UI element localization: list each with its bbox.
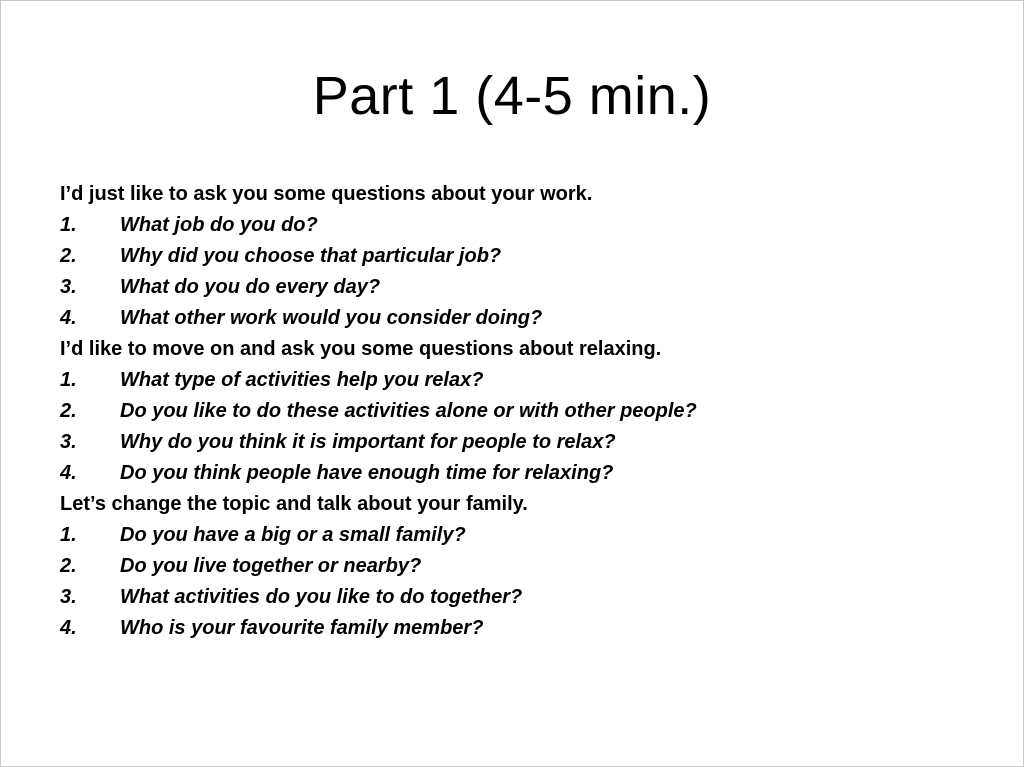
question-item	[60, 210, 1000, 241]
question-number: 1.	[60, 524, 77, 546]
question-number: 4.	[60, 307, 77, 329]
question-item	[60, 582, 1000, 613]
section-intro: I’d just like to ask you some questions about your work.	[60, 183, 593, 205]
question-number: 3.	[60, 431, 77, 453]
question-text: What type of activities help you relax?	[120, 369, 484, 391]
question-text: Who is your favourite family member?	[120, 617, 484, 639]
question-item	[60, 272, 1000, 303]
question-item	[60, 551, 1000, 582]
question-item	[60, 365, 1000, 396]
slide-title: Part 1 (4-5 min.)	[312, 66, 712, 126]
question-number: 2.	[60, 400, 77, 422]
question-number: 4.	[60, 462, 77, 484]
question-number: 3.	[60, 276, 77, 298]
question-item	[60, 613, 1000, 644]
question-text: Do you have a big or a small family?	[120, 524, 466, 546]
question-number: 2.	[60, 245, 77, 267]
question-text: Why did you choose that particular job?	[120, 245, 502, 267]
question-number: 2.	[60, 555, 77, 577]
question-item	[60, 303, 1000, 334]
section-intro: Let’s change the topic and talk about your family.	[60, 493, 528, 515]
section-intro: I’d like to move on and ask you some questions about relaxing.	[60, 338, 662, 360]
question-number: 4.	[60, 617, 77, 639]
question-item	[60, 241, 1000, 272]
question-text: What do you do every day?	[120, 276, 381, 298]
question-text: What activities do you like to do together?	[120, 586, 523, 608]
question-number: 1.	[60, 214, 77, 236]
slide-body	[60, 179, 1000, 644]
question-item	[60, 458, 1000, 489]
question-item	[60, 520, 1000, 551]
question-text: Do you live together or nearby?	[120, 555, 422, 577]
question-number: 3.	[60, 586, 77, 608]
question-text: What job do you do?	[120, 214, 318, 236]
question-text: Why do you think it is important for people to relax?	[120, 431, 616, 453]
question-item	[60, 427, 1000, 458]
question-text: Do you like to do these activities alone or with other people?	[120, 400, 697, 422]
question-item	[60, 396, 1000, 427]
question-number: 1.	[60, 369, 77, 391]
question-text: Do you think people have enough time for relaxing?	[120, 462, 614, 484]
question-text: What other work would you consider doing?	[120, 307, 543, 329]
